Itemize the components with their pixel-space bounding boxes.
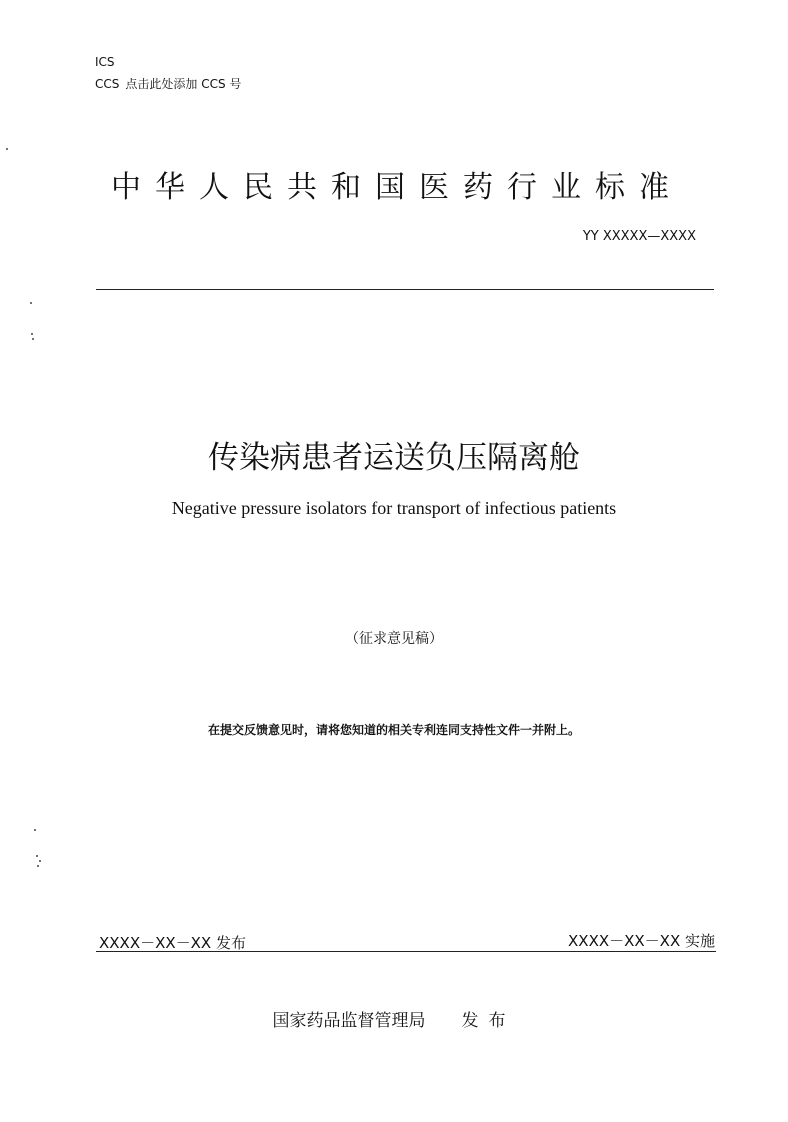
scan-speck	[6, 148, 8, 150]
ccs-line	[95, 76, 241, 92]
top-divider	[96, 289, 714, 290]
scan-speck	[36, 855, 38, 857]
patent-notice: 在提交反馈意见时，请将您知道的相关专利连同支持性文件一并附上。	[207, 723, 580, 737]
scan-speck	[31, 333, 33, 335]
standard-title: 中华人民共和国医药行业标准	[111, 170, 683, 205]
scan-speck	[37, 865, 39, 867]
ccs-placeholder[interactable]: 点击此处添加 CCS 号	[125, 77, 242, 91]
draft-status: （征求意见稿）	[345, 631, 443, 647]
scan-speck	[39, 860, 41, 862]
scan-speck	[34, 829, 36, 831]
issue-date: XXXX－XX－XX 发布	[99, 934, 246, 952]
scan-speck	[30, 302, 32, 304]
scan-speck	[32, 338, 34, 340]
issuer-action: 发布	[461, 1011, 516, 1031]
issuer-name: 国家药品监督管理局	[272, 1011, 426, 1031]
document-title-cn: 传染病患者运送负压隔离舱	[208, 440, 580, 476]
implement-date: XXXX－XX－XX 实施	[568, 932, 715, 950]
ics-label: ICS	[95, 55, 115, 69]
standard-number: YY XXXXX—XXXX	[582, 229, 696, 244]
issuer-line	[0, 1006, 788, 1031]
bottom-divider	[96, 951, 716, 952]
document-title-en: Negative pressure isolators for transport of infectious patients	[171, 498, 617, 518]
ccs-label: CCS	[95, 77, 120, 91]
